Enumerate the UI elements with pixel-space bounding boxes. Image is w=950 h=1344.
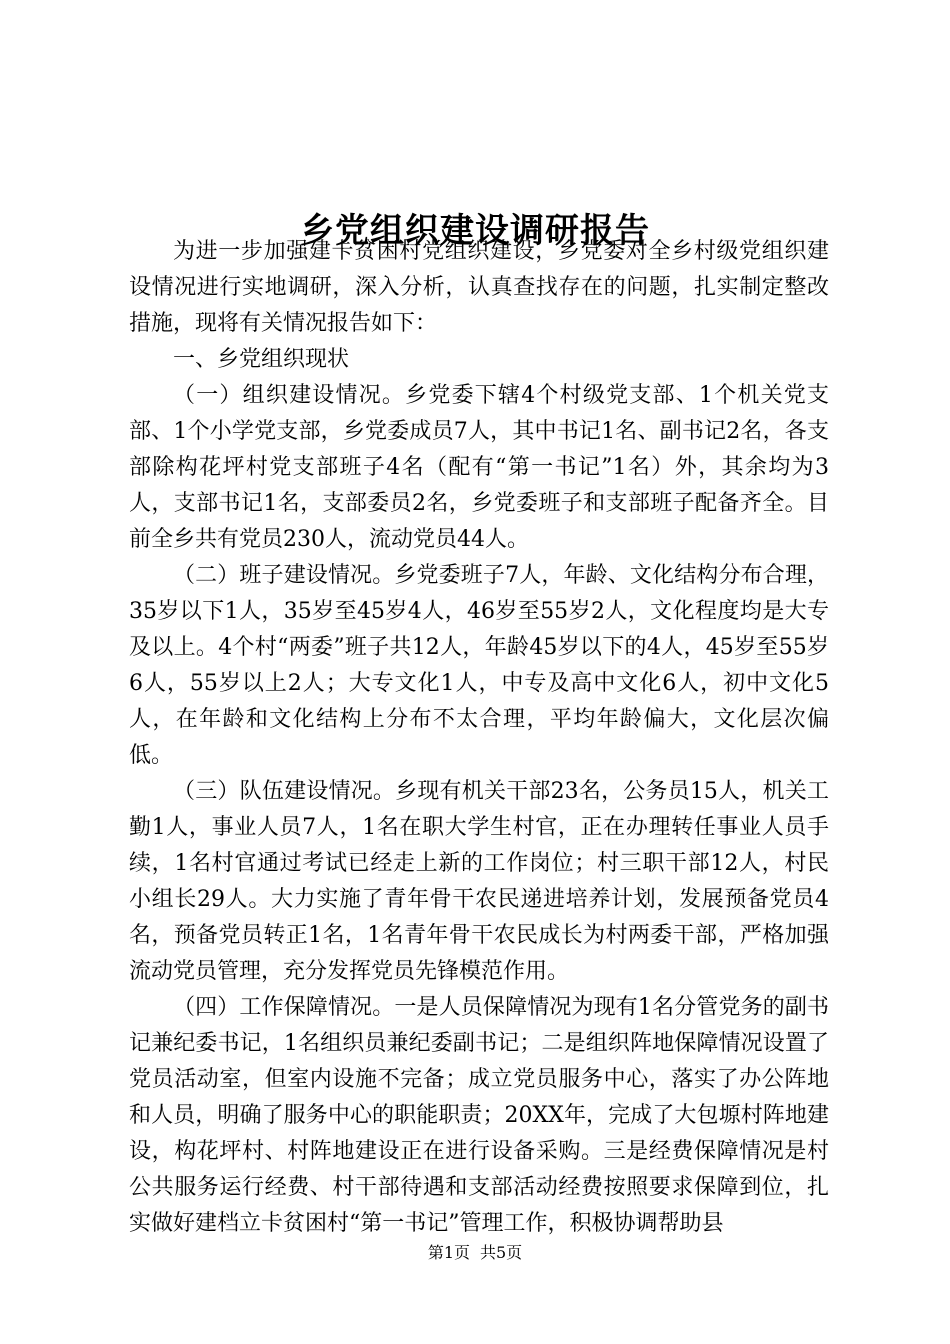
- paragraph-team: （三）队伍建设情况。乡现有机关干部23名，公务员15人，机关工勤1人，事业人员7人，1名在职大学生村官，正在办理转任事业人员手续，1名村官通过考试已经走上新的工作岗位；村三职干部12人，村民小组长29人。大力实施了青年骨干农民递进培养计划，发展预备党员4名，预备党员转正1名，1名青年骨干农民成长为村两委干部，严格加强流动党员管理，充分发挥党员先锋模范作用。: [129, 779, 829, 984]
- document-title: 乡党组织建设调研报告: [300, 210, 650, 251]
- section-heading: 一、乡党组织现状: [173, 347, 350, 372]
- paragraph-intro: 为进一步加强建卡贫困村党组织建设，乡党委对全乡村级党组织建设情况进行实地调研，深入分析，认真查找存在的问题，扎实制定整改措施，现将有关情况报告如下：: [129, 239, 829, 336]
- page-total: 共5页: [480, 1243, 523, 1262]
- paragraph-organization: （一）组织建设情况。乡党委下辖4个村级党支部、1个机关党支部、1个小学党支部，乡党委成员7人，其中书记1名、副书记2名，各支部除构花坪村党支部班子4名（配有“第一书记”1名）外，其余均为3人，支部书记1名，支部委员2名，乡党委班子和支部班子配备齐全。目前全乡共有党员230人，流动党员44人。: [129, 383, 829, 552]
- document-body: [129, 234, 829, 1242]
- paragraph-support: （四）工作保障情况。一是人员保障情况为现有1名分管党务的副书记兼纪委书记，1名组织员兼纪委副书记；二是组织阵地保障情况设置了党员活动室，但室内设施不完备；成立党员服务中心，落实了办公阵地和人员，明确了服务中心的职能职责；20XX年，完成了大包塬村阵地建设，构花坪村、村阵地建设正在进行设备采购。三是经费保障情况是村公共服务运行经费、村干部待遇和支部活动经费按照要求保障到位，扎实做好建档立卡贫困村“第一书记”管理工作，积极协调帮助县: [129, 995, 829, 1236]
- paragraph-leadership: （二）班子建设情况。乡党委班子7人，年龄、文化结构分布合理，35岁以下1人，35岁至45岁4人，46岁至55岁2人，文化程度均是大专及以上。4个村“两委”班子共12人，年龄45岁以下的4人，45岁至55岁6人，55岁以上2人；大专文化1人，中专及高中文化6人，初中文化5人，在年龄和文化结构上分布不太合理，平均年龄偏大，文化层次偏低。: [129, 563, 829, 768]
- page-footer: [0, 1242, 950, 1264]
- page-number: 第1页: [427, 1243, 470, 1262]
